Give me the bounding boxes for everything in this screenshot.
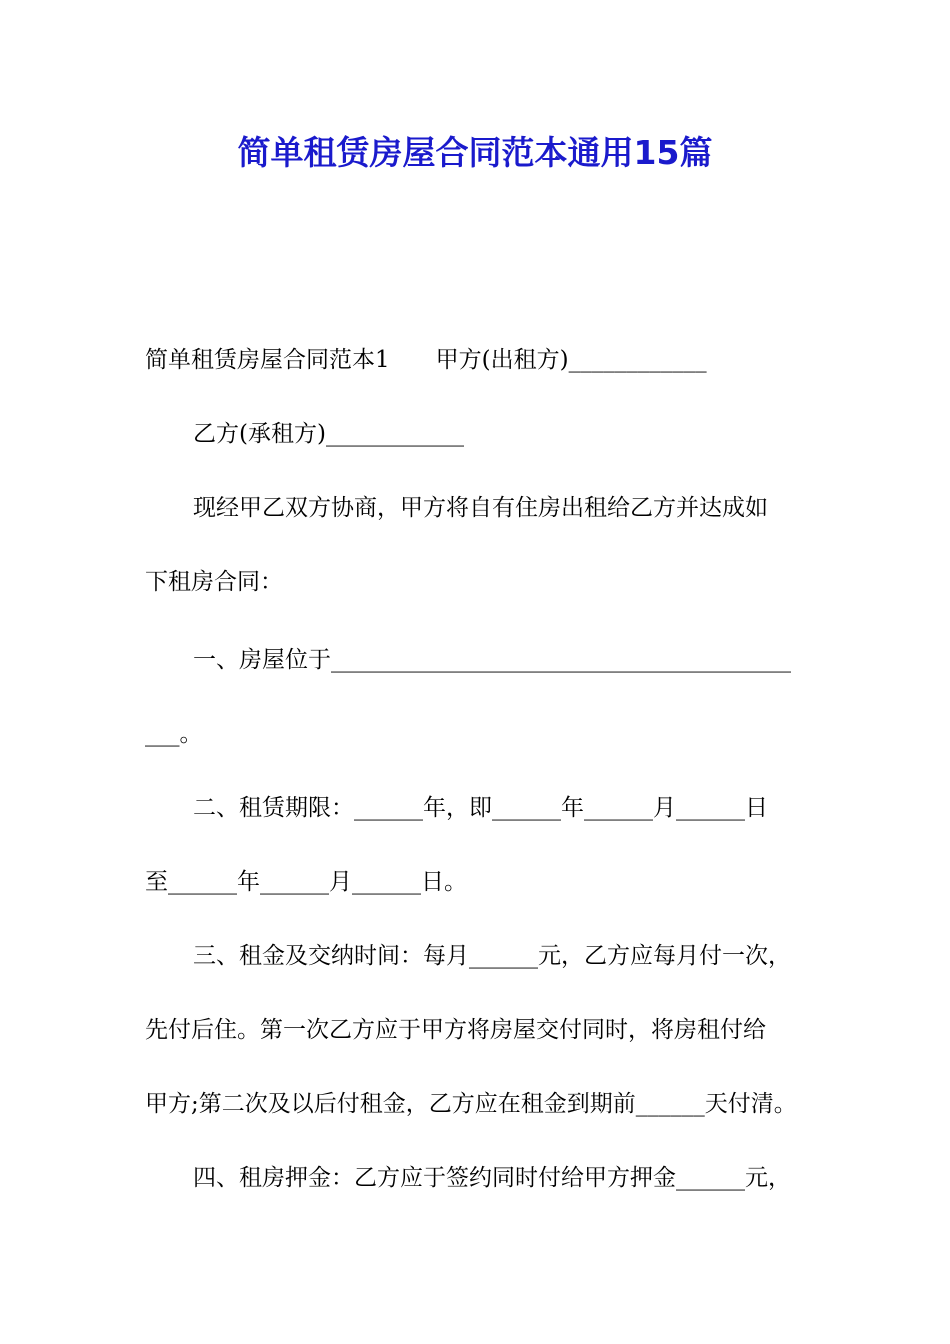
clause-term: 二、租赁期限：______年，即______年______月______日 xyxy=(193,795,768,821)
clause-location: 一、房屋位于________________________________________ xyxy=(193,647,791,673)
clause-deposit: 四、租房押金：乙方应于签约同时付给甲方押金______元， xyxy=(193,1165,791,1191)
paragraph-line: 现经甲乙双方协商，甲方将自有住房出租给乙方并达成如 xyxy=(193,495,768,521)
party-a-field: 甲方(出租方)____________ xyxy=(435,347,707,373)
party-b-field: 乙方(承租方)____________ xyxy=(193,421,464,447)
paragraph-line: 先付后住。第一次乙方应于甲方将房屋交付同时，将房租付给 xyxy=(145,1017,766,1043)
clause-rent: 三、租金及交纳时间：每月______元，乙方应每月付一次， xyxy=(193,943,791,969)
paragraph-line: 至______年______月______日。 xyxy=(145,869,467,895)
page-title: 简单租赁房屋合同范本通用15篇 xyxy=(237,133,713,172)
paragraph-line: 下租房合同： xyxy=(145,569,283,595)
contract-number: 简单租赁房屋合同范本1 xyxy=(145,347,390,373)
paragraph-line: ___。 xyxy=(145,721,203,747)
paragraph-line: 甲方;第二次及以后付租金，乙方应在租金到期前______天付清。 xyxy=(145,1091,797,1117)
contract-heading-line xyxy=(145,340,825,380)
